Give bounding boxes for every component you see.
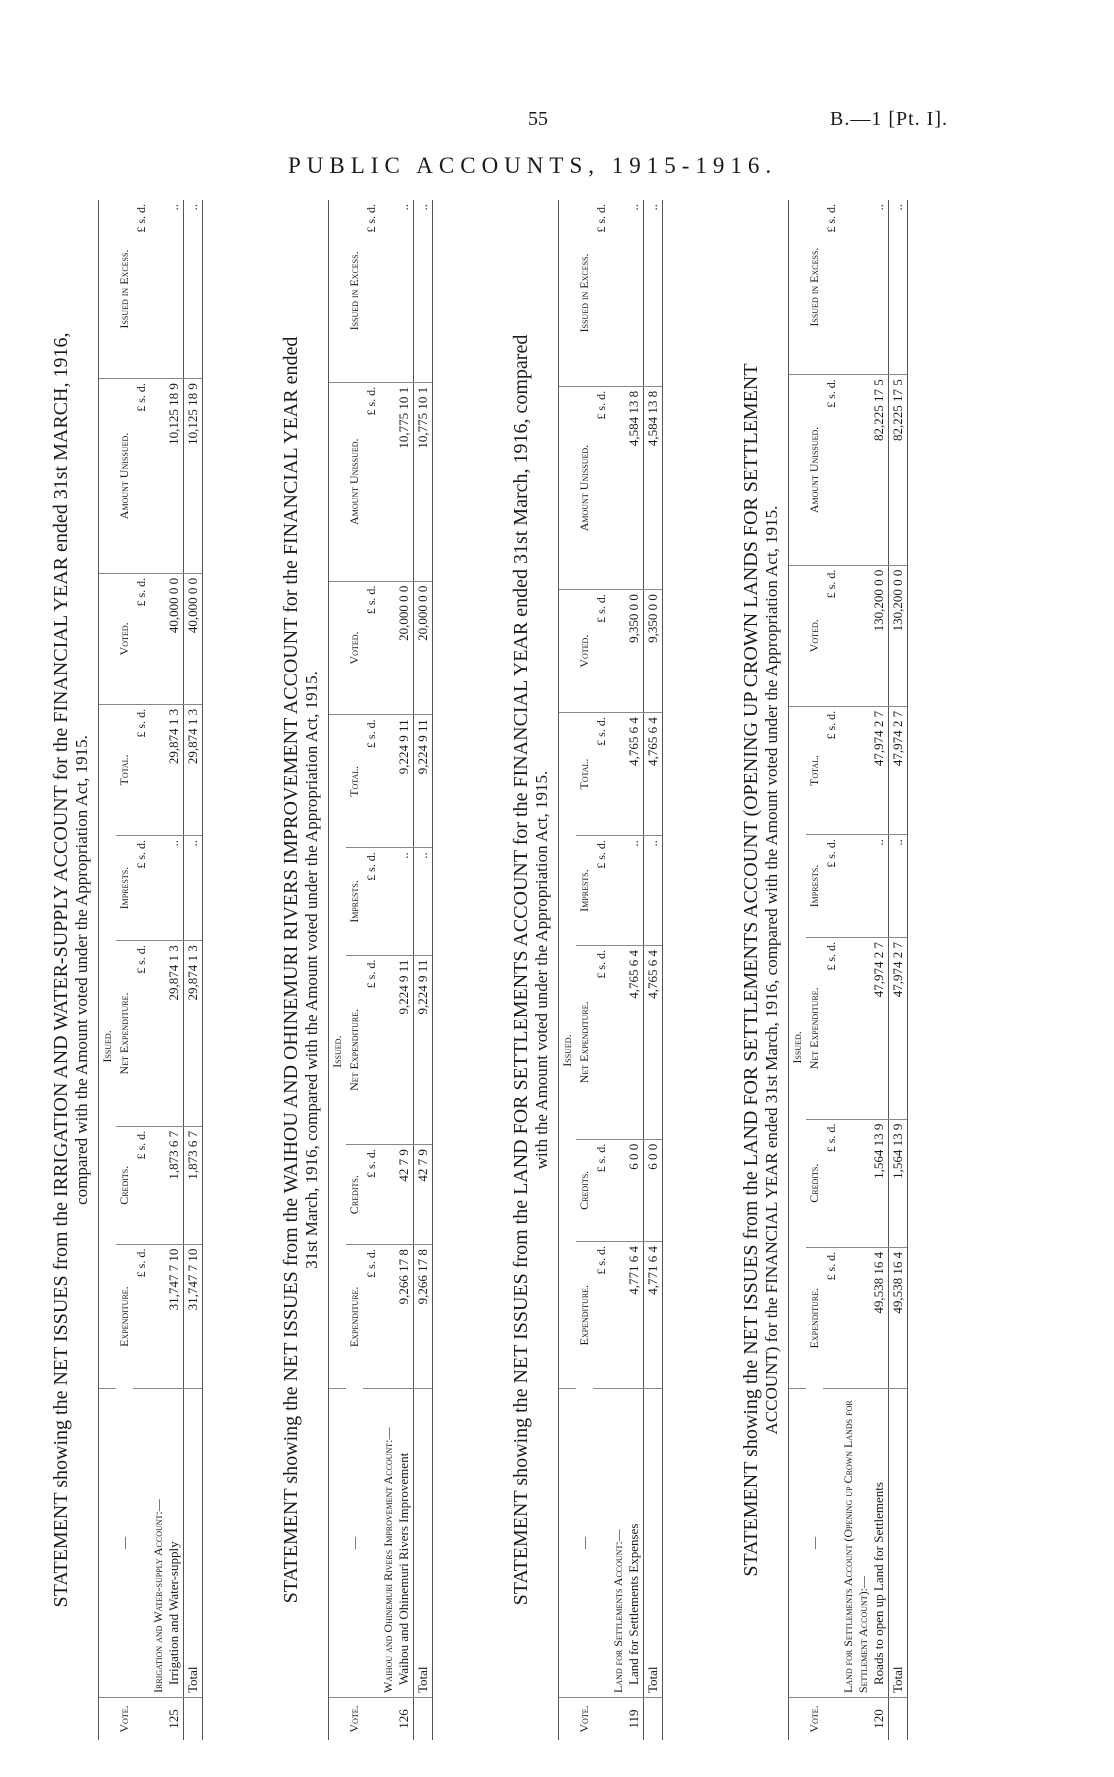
statement-subtitle: 31st March, 1916, compared with the Amount voted under the Appropriation Act, 1915. bbox=[302, 671, 321, 1269]
units-row bbox=[133, 200, 150, 1740]
excess-header: Issued in Excess. bbox=[789, 200, 824, 375]
units-cell: £ s. d. bbox=[823, 565, 840, 706]
total-header: Total. bbox=[346, 715, 363, 848]
statement-subtitle: ACCOUNT) for the FINANCIAL YEAR ended 31st March, 1916, compared with the Amount voted under the Appropriation Act, 1915. bbox=[762, 505, 781, 1435]
units-row bbox=[363, 200, 380, 1740]
statement-title: STATEMENT showing the NET ISSUES from the LAND FOR SETTLEMENTS ACCOUNT (OPENING UP CROWN LANDS FOR SETTLEMENT bbox=[740, 363, 762, 1577]
imprests-cell: .. bbox=[380, 848, 414, 955]
units-row bbox=[593, 200, 610, 1740]
units-cell: £ s. d. bbox=[363, 848, 380, 955]
net-expenditure-cell: 4,765 6 4 bbox=[610, 945, 644, 1139]
units-cell: £ s. d. bbox=[593, 713, 610, 836]
item-label: Roads to open up Land for Settlements bbox=[871, 1482, 886, 1685]
credits-cell: 1,564 13 9 bbox=[889, 1119, 908, 1247]
page-header bbox=[0, 0, 1114, 200]
credits-header: Credits. bbox=[806, 1119, 823, 1247]
expenditure-cell: 9,266 17 8 bbox=[380, 1245, 414, 1389]
unissued-header: Amount Unissued. bbox=[99, 379, 134, 574]
excess-cell: .. bbox=[840, 200, 889, 375]
total-cell: 4,765 6 4 bbox=[610, 713, 644, 836]
credits-cell: 6 0 0 bbox=[610, 1139, 644, 1241]
expenditure-cell: 49,538 16 4 bbox=[840, 1247, 889, 1388]
description-cell bbox=[380, 1389, 414, 1698]
units-cell: £ s. d. bbox=[593, 945, 610, 1139]
units-cell: £ s. d. bbox=[593, 1241, 610, 1388]
account-table bbox=[98, 200, 203, 1740]
units-cell: £ s. d. bbox=[593, 200, 610, 386]
imprests-cell: .. bbox=[840, 835, 889, 938]
excess-header: Issued in Excess. bbox=[329, 200, 364, 382]
net-expenditure-header: Net Expenditure. bbox=[576, 945, 593, 1139]
page-title: PUBLIC ACCOUNTS, 1915-1916. bbox=[288, 153, 778, 178]
units-cell: £ s. d. bbox=[823, 1119, 840, 1247]
units-row bbox=[823, 200, 840, 1740]
expenditure-header: Expenditure. bbox=[347, 1286, 361, 1348]
total-row bbox=[889, 200, 908, 1740]
vote-header: Vote. bbox=[789, 1698, 824, 1741]
item-label: Irrigation and Water-supply bbox=[166, 1541, 181, 1685]
statement-2 bbox=[280, 200, 433, 1740]
credits-cell: 1,873 6 7 bbox=[150, 1126, 184, 1244]
table-row bbox=[150, 200, 184, 1740]
description-header: — bbox=[329, 1389, 364, 1698]
net-expenditure-cell: 29,874 1 3 bbox=[184, 941, 203, 1127]
voted-header: Voted. bbox=[329, 581, 364, 715]
total-label: Total bbox=[184, 1389, 203, 1698]
unissued-cell: 82,225 17 5 bbox=[889, 375, 908, 565]
total-header: Total. bbox=[806, 706, 823, 834]
units-cell: £ s. d. bbox=[363, 1145, 380, 1245]
account-table bbox=[558, 200, 663, 1740]
imprests-header: Imprests. bbox=[346, 848, 363, 955]
description-header: — bbox=[559, 1389, 594, 1698]
units-cell: £ s. d. bbox=[593, 836, 610, 946]
total-cell: 29,874 1 3 bbox=[150, 704, 184, 835]
voted-cell: 40,000 0 0 bbox=[150, 573, 184, 704]
unissued-cell: 10,125 18 9 bbox=[184, 379, 203, 574]
voted-cell: 40,000 0 0 bbox=[184, 573, 203, 704]
voted-cell: 130,200 0 0 bbox=[840, 565, 889, 706]
units-cell: £ s. d. bbox=[363, 1245, 380, 1389]
excess-header: Issued in Excess. bbox=[559, 200, 594, 386]
units-cell: £ s. d. bbox=[593, 1139, 610, 1241]
item-label: Waihou and Ohinemuri Rivers Improvement bbox=[396, 1452, 411, 1685]
voted-cell: 9,350 0 0 bbox=[644, 590, 663, 713]
total-row bbox=[184, 200, 203, 1740]
page-number: 55 bbox=[528, 108, 548, 130]
excess-header: Issued in Excess. bbox=[99, 200, 134, 379]
excess-cell: .. bbox=[644, 200, 663, 386]
description-cell bbox=[610, 1389, 644, 1698]
unissued-header: Amount Unissued. bbox=[789, 375, 824, 565]
total-cell: 9,224 9 11 bbox=[414, 715, 433, 848]
units-cell: £ s. d. bbox=[363, 581, 380, 715]
expenditure-cell: 31,747 7 10 bbox=[184, 1244, 203, 1388]
account-label: Land for Settlements Account:— bbox=[611, 1529, 625, 1693]
account-label: Land for Settlements Account (Opening up Crown Lands for Settlement Account):— bbox=[841, 1400, 870, 1693]
total-row bbox=[644, 200, 663, 1740]
excess-cell: .. bbox=[610, 200, 644, 386]
units-cell: £ s. d. bbox=[363, 955, 380, 1145]
net-expenditure-cell: 47,974 2 7 bbox=[840, 938, 889, 1120]
table-row bbox=[610, 200, 644, 1740]
units-cell: £ s. d. bbox=[823, 706, 840, 834]
units-cell: £ s. d. bbox=[363, 715, 380, 848]
unissued-cell: 10,775 10 1 bbox=[414, 382, 433, 581]
expenditure-cell: 4,771 6 4 bbox=[610, 1241, 644, 1388]
units-cell: £ s. d. bbox=[133, 379, 150, 574]
net-expenditure-cell: 29,874 1 3 bbox=[150, 941, 184, 1127]
total-cell: 47,974 2 7 bbox=[840, 706, 889, 834]
vote-header: Vote. bbox=[329, 1698, 364, 1741]
statement-subtitle: compared with the Amount voted under the Appropriation Act, 1915. bbox=[72, 735, 91, 1205]
description-header: — bbox=[789, 1389, 824, 1698]
expenditure-header: Expenditure. bbox=[577, 1284, 591, 1346]
total-label: Total bbox=[414, 1389, 433, 1698]
voted-cell: 20,000 0 0 bbox=[414, 581, 433, 715]
account-table bbox=[328, 200, 433, 1740]
issued-header: Issued. bbox=[789, 706, 807, 1388]
document-reference: B.—1 [Pt. I]. bbox=[830, 108, 948, 130]
total-cell: 29,874 1 3 bbox=[184, 704, 203, 835]
expenditure-cell: 49,538 16 4 bbox=[889, 1247, 908, 1388]
net-expenditure-cell: 47,974 2 7 bbox=[889, 938, 908, 1120]
units-cell: £ s. d. bbox=[133, 1126, 150, 1244]
statement-4 bbox=[740, 200, 908, 1740]
issued-header: Issued. bbox=[329, 715, 347, 1389]
units-cell: £ s. d. bbox=[823, 835, 840, 938]
excess-cell: .. bbox=[414, 200, 433, 382]
excess-cell: .. bbox=[380, 200, 414, 382]
units-cell: £ s. d. bbox=[823, 1247, 840, 1388]
credits-cell: 42 7 9 bbox=[414, 1145, 433, 1245]
expenditure-header: Expenditure. bbox=[117, 1286, 131, 1347]
imprests-cell: .. bbox=[184, 835, 203, 940]
imprests-header: Imprests. bbox=[116, 835, 133, 940]
voted-cell: 9,350 0 0 bbox=[610, 590, 644, 713]
credits-cell: 1,564 13 9 bbox=[840, 1119, 889, 1247]
imprests-header: Imprests. bbox=[576, 836, 593, 946]
units-cell: £ s. d. bbox=[133, 200, 150, 379]
voted-header: Voted. bbox=[559, 590, 594, 713]
total-label: Total bbox=[889, 1389, 908, 1698]
unissued-header: Amount Unissued. bbox=[329, 382, 364, 581]
expenditure-cell: 31,747 7 10 bbox=[150, 1244, 184, 1388]
units-cell: £ s. d. bbox=[823, 938, 840, 1120]
unissued-cell: 82,225 17 5 bbox=[840, 375, 889, 565]
units-cell: £ s. d. bbox=[593, 386, 610, 589]
total-label: Total bbox=[644, 1389, 663, 1698]
total-header: Total. bbox=[116, 704, 133, 835]
statement-3 bbox=[510, 200, 663, 1740]
unissued-cell: 4,584 13 8 bbox=[610, 386, 644, 589]
net-expenditure-header: Net Expenditure. bbox=[806, 938, 823, 1120]
net-expenditure-header: Net Expenditure. bbox=[346, 955, 363, 1145]
issued-header: Issued. bbox=[99, 704, 117, 1388]
table-row bbox=[380, 200, 414, 1740]
vote-number: 125 bbox=[166, 1709, 181, 1729]
credits-cell: 6 0 0 bbox=[644, 1139, 663, 1241]
vote-header: Vote. bbox=[559, 1698, 594, 1741]
excess-cell: .. bbox=[150, 200, 184, 379]
credits-header: Credits. bbox=[116, 1126, 133, 1244]
unissued-header: Amount Unissued. bbox=[559, 386, 594, 589]
units-cell: £ s. d. bbox=[823, 200, 840, 375]
units-cell: £ s. d. bbox=[363, 200, 380, 382]
net-expenditure-header: Net Expenditure. bbox=[116, 941, 133, 1127]
vote-number: 119 bbox=[626, 1709, 641, 1729]
account-table bbox=[788, 200, 908, 1740]
description-cell bbox=[840, 1389, 889, 1698]
description-header: — bbox=[99, 1389, 134, 1698]
vote-number: 126 bbox=[396, 1709, 411, 1729]
credits-header: Credits. bbox=[346, 1145, 363, 1245]
units-cell: £ s. d. bbox=[133, 573, 150, 704]
excess-cell: .. bbox=[184, 200, 203, 379]
units-cell: £ s. d. bbox=[133, 835, 150, 940]
expenditure-cell: 4,771 6 4 bbox=[644, 1241, 663, 1388]
voted-cell: 130,200 0 0 bbox=[889, 565, 908, 706]
expenditure-cell: 9,266 17 8 bbox=[414, 1245, 433, 1389]
statement-title: STATEMENT showing the NET ISSUES from the LAND FOR SETTLEMENTS ACCOUNT for the FINANCIAL YEAR ended 31st March, 1916, compared bbox=[510, 334, 532, 1606]
imprests-cell: .. bbox=[644, 836, 663, 946]
total-cell: 4,765 6 4 bbox=[644, 713, 663, 836]
issued-header: Issued. bbox=[559, 713, 577, 1389]
unissued-cell: 4,584 13 8 bbox=[644, 386, 663, 589]
net-expenditure-cell: 4,765 6 4 bbox=[644, 945, 663, 1139]
statement-1 bbox=[50, 200, 203, 1740]
vote-number: 120 bbox=[871, 1709, 886, 1729]
units-cell: £ s. d. bbox=[133, 941, 150, 1127]
excess-cell: .. bbox=[889, 200, 908, 375]
total-row bbox=[414, 200, 433, 1740]
net-expenditure-cell: 9,224 9 11 bbox=[414, 955, 433, 1145]
imprests-header: Imprests. bbox=[806, 835, 823, 938]
unissued-cell: 10,125 18 9 bbox=[150, 379, 184, 574]
credits-cell: 1,873 6 7 bbox=[184, 1126, 203, 1244]
total-header: Total. bbox=[576, 713, 593, 836]
vote-header: Vote. bbox=[99, 1698, 134, 1741]
units-cell: £ s. d. bbox=[823, 375, 840, 565]
imprests-cell: .. bbox=[414, 848, 433, 955]
unissued-cell: 10,775 10 1 bbox=[380, 382, 414, 581]
units-cell: £ s. d. bbox=[593, 590, 610, 713]
account-label: Waihou and Ohinemuri Rivers Improvement Account:— bbox=[381, 1427, 395, 1693]
table-row bbox=[840, 200, 889, 1740]
item-label: Land for Settlements Expenses bbox=[626, 1523, 641, 1685]
statement-subtitle: with the Amount voted under the Appropriation Act, 1915. bbox=[532, 770, 551, 1170]
total-cell: 47,974 2 7 bbox=[889, 706, 908, 834]
imprests-cell: .. bbox=[150, 835, 184, 940]
imprests-cell: .. bbox=[889, 835, 908, 938]
voted-cell: 20,000 0 0 bbox=[380, 581, 414, 715]
statement-title: STATEMENT showing the NET ISSUES from the IRRIGATION AND WATER-SUPPLY ACCOUNT for the FINANCIAL YEAR ended 31st MARCH, 1916, bbox=[50, 332, 72, 1608]
total-cell: 9,224 9 11 bbox=[380, 715, 414, 848]
credits-header: Credits. bbox=[576, 1139, 593, 1241]
units-cell: £ s. d. bbox=[133, 1244, 150, 1388]
units-cell: £ s. d. bbox=[363, 382, 380, 581]
statement-title: STATEMENT showing the NET ISSUES from the WAIHOU AND OHINEMURI RIVERS IMPROVEMENT ACCOUNT for the FINANCIAL YEAR ended bbox=[280, 336, 302, 1604]
net-expenditure-cell: 9,224 9 11 bbox=[380, 955, 414, 1145]
voted-header: Voted. bbox=[99, 573, 134, 704]
units-cell: £ s. d. bbox=[133, 704, 150, 835]
rotated-statements bbox=[50, 200, 1010, 1740]
voted-header: Voted. bbox=[789, 565, 824, 706]
account-label: Irrigation and Water-supply Account:— bbox=[151, 1499, 165, 1693]
description-cell bbox=[150, 1389, 184, 1698]
imprests-cell: .. bbox=[610, 836, 644, 946]
expenditure-header: Expenditure. bbox=[807, 1287, 821, 1349]
credits-cell: 42 7 9 bbox=[380, 1145, 414, 1245]
